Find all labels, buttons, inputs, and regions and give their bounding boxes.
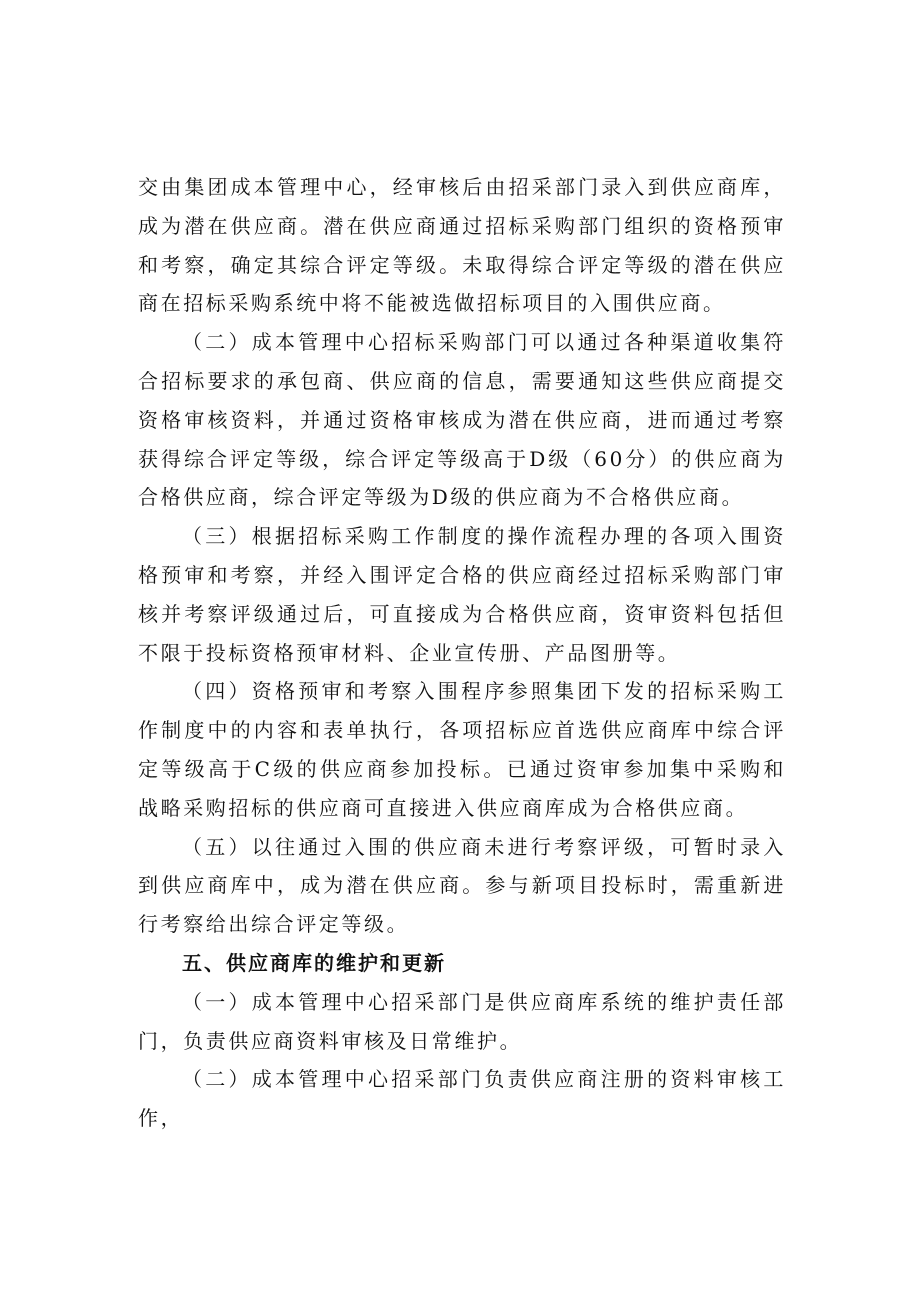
section-paragraph-1: （一）成本管理中心招采部门是供应商库系统的维护责任部门，负责供应商资料审核及日常维护。 (138, 989, 786, 1053)
section-heading: 五、供应商库的维护和更新 (182, 950, 446, 975)
document-body (138, 168, 786, 1138)
paragraph-item-2: （二）成本管理中心招标采购部门可以通过各种渠道收集符合招标要求的承包商、供应商的信息，需要通知这些供应商提交资格审核资料，并通过资格审核成为潜在供应商，进而通过考察获得综合评定等级，综合评定等级高于D级（60分）的供应商为合格供应商，综合评定等级为D级的供应商为不合格供应商。 (138, 330, 786, 510)
section-paragraph-2: （二）成本管理中心招采部门负责供应商注册的资料审核工作， (138, 1067, 786, 1131)
paragraph-item-5: （五）以往通过入围的供应商未进行考察评级，可暂时录入到供应商库中，成为潜在供应商。参与新项目投标时，需重新进行考察给出综合评定等级。 (138, 834, 786, 937)
paragraph-item-3: （三）根据招标采购工作制度的操作流程办理的各项入围资格预审和考察，并经入围评定合格的供应商经过招标采购部门审核并考察评级通过后，可直接成为合格供应商，资审资料包括但不限于投标资格预审材料、企业宣传册、产品图册等。 (138, 524, 786, 665)
paragraph-continuation: 交由集团成本管理中心，经审核后由招采部门录入到供应商库，成为潜在供应商。潜在供应商通过招标采购部门组织的资格预审和考察，确定其综合评定等级。未取得综合评定等级的潜在供应商在招标采购系统中将不能被选做招标项目的入围供应商。 (138, 175, 786, 316)
paragraph-item-4: （四）资格预审和考察入围程序参照集团下发的招标采购工作制度中的内容和表单执行，各项招标应首选供应商库中综合评定等级高于C级的供应商参加投标。已通过资审参加集中采购和战略采购招标的供应商可直接进入供应商库成为合格供应商。 (138, 679, 786, 820)
